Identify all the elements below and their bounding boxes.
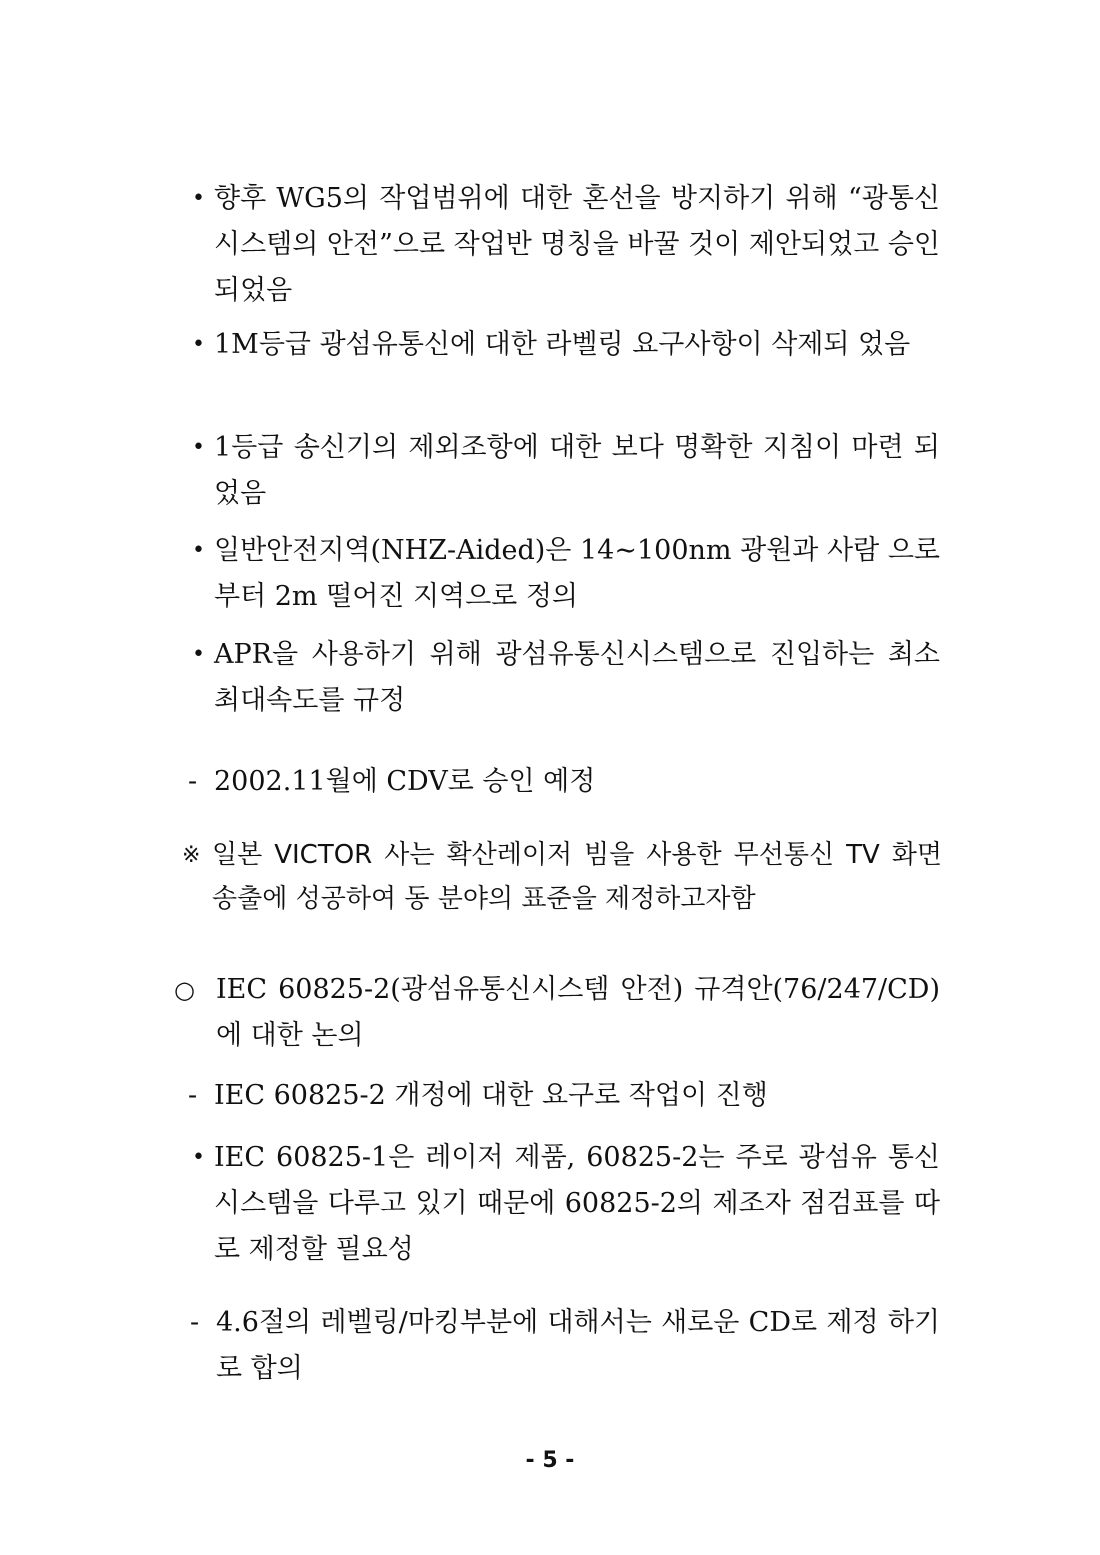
- item-text: 2002.11월에 CDV로 승인 예정: [214, 766, 596, 797]
- item-text: IEC 60825-1은 레이저 제품, 60825-2는 주로 광섬유 통신 시스템을 다루고 있기 때문에 60825-2의 제조자 점검표를 따로 제정할 필요성: [214, 1142, 940, 1265]
- item-text: 4.6절의 레벨링/마킹부분에 대해서는 새로운 CD로 제정 하기로 합의: [216, 1307, 940, 1384]
- note-item: [182, 833, 942, 921]
- item-text: 일반안전지역(NHZ-Aided)은 14∼100nm 광원과 사람 으로부터 2m 떨어진 지역으로 정의: [214, 535, 940, 612]
- bullet-item: [192, 1135, 940, 1273]
- item-text: 1M등급 광섬유통신에 대한 라벨링 요구사항이 삭제되 었음: [214, 329, 911, 360]
- bullet-item: [192, 176, 940, 314]
- page-number: - 5 -: [525, 1448, 575, 1473]
- dash-item: [188, 759, 940, 805]
- dash-marker: -: [188, 1080, 198, 1111]
- item-text: APR을 사용하기 위해 광섬유통신시스템으로 진입하는 최소최대속도를 규정: [214, 639, 940, 716]
- circle-marker: ○: [174, 976, 195, 1004]
- circle-item: [174, 967, 940, 1059]
- bullet-item: [192, 528, 940, 620]
- item-text: 향후 WG5의 작업범위에 대한 혼선을 방지하기 위해 “광통신 시스템의 안전”으로 작업반 명칭을 바꿀 것이 제안되었고 승인 되었음: [214, 183, 940, 306]
- dash-marker: -: [190, 1307, 200, 1338]
- bullet-marker: •: [192, 332, 205, 357]
- item-text: IEC 60825-2(광섬유통신시스템 안전) 규격안(76/247/CD)에 대한 논의: [216, 974, 940, 1051]
- dash-marker: -: [188, 766, 198, 797]
- bullet-marker: •: [192, 186, 205, 211]
- reference-mark-icon: ※: [182, 843, 201, 868]
- bullet-marker: •: [192, 1145, 205, 1170]
- bullet-marker: •: [192, 435, 205, 460]
- bullet-item: [192, 425, 940, 517]
- item-text: 1등급 송신기의 제외조항에 대한 보다 명확한 지침이 마련 되었음: [214, 432, 940, 509]
- note-text: 일본 VICTOR 사는 확산레이저 빔을 사용한 무선통신 TV 화면 송출에 성공하여 동 분야의 표준을 제정하고자함: [212, 840, 942, 914]
- dash-item: [190, 1300, 940, 1392]
- bullet-item: [192, 322, 940, 368]
- dash-item: [188, 1073, 940, 1119]
- bullet-item: [192, 632, 940, 724]
- bullet-marker: •: [192, 642, 205, 667]
- bullet-marker: •: [192, 538, 205, 563]
- item-text: IEC 60825-2 개정에 대한 요구로 작업이 진행: [214, 1080, 768, 1111]
